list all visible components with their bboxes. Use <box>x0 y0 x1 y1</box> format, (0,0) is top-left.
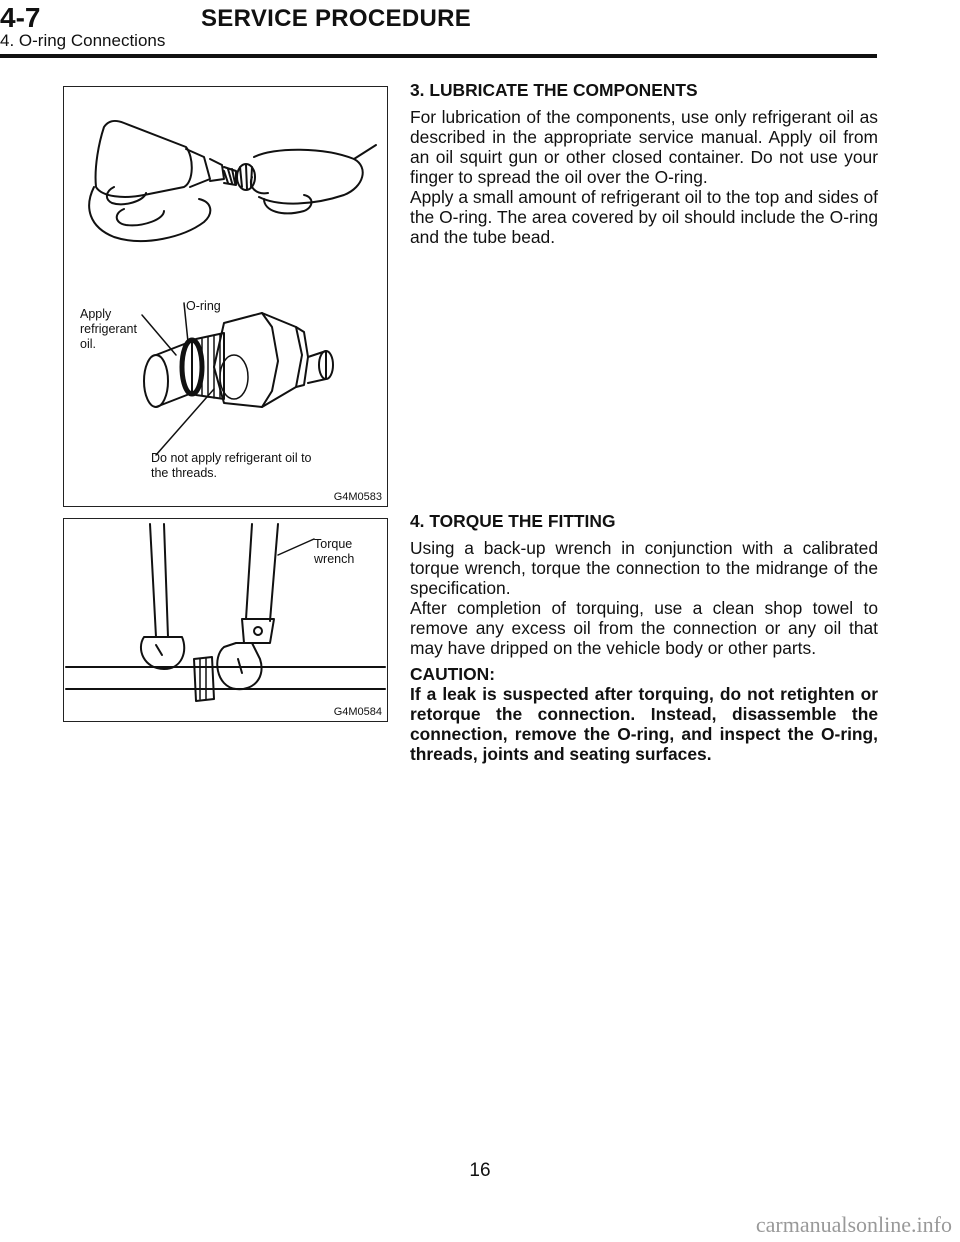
watermark: carmanualsonline.info <box>755 1212 952 1237</box>
figure-code: G4M0583 <box>333 491 382 503</box>
section-title: SERVICE PROCEDURE <box>201 5 472 32</box>
header-rule <box>0 54 877 58</box>
step-3-section <box>410 80 878 247</box>
step-4-section <box>410 511 878 764</box>
subsection-title: 4. O-ring Connections <box>0 31 166 50</box>
step-4-heading: 4. TORQUE THE FITTING <box>410 511 616 531</box>
figure-lubricate <box>63 86 388 507</box>
figure-torque <box>63 518 388 722</box>
label-apply-oil: Apply refrigerant oil. <box>80 307 137 351</box>
step-3-heading: 3. LUBRICATE THE COMPONENTS <box>410 80 698 100</box>
page-header <box>0 0 960 60</box>
caution-title: CAUTION: <box>410 664 496 684</box>
figure-code: G4M0584 <box>333 706 382 718</box>
label-no-threads: Do not apply refrigerant oil to the threads. <box>151 451 312 480</box>
step-3-paragraph-1: For lubrication of the components, use only refrigerant oil as described in the appropriate service manual. Apply oil from an oil squirt gun or other closed container. Do not use your finger to spread the oil over the O-ring. <box>410 107 878 187</box>
step-3-paragraph-2: Apply a small amount of refrigerant oil to the top and sides of the O-ring. The area covered by oil should include the O-ring and the tube bead. <box>410 187 878 247</box>
section-number: 4-7 <box>0 2 41 33</box>
step-4-paragraph-1: Using a back-up wrench in conjunction with a calibrated torque wrench, torque the connection to the midrange of the specification. <box>410 538 878 598</box>
label-torque-wrench: Torque wrench <box>314 537 355 566</box>
caution-text: If a leak is suspected after torquing, do not retighten or retorque the connection. Instead, disassemble the connection, remove the O-ring, and inspect the O-ring, threads, joints and seating surfaces. <box>410 684 878 764</box>
label-o-ring: O-ring <box>186 299 221 313</box>
step-4-paragraph-2: After completion of torquing, use a clean shop towel to remove any excess oil from the connection or any oil that may have dripped on the vehicle body or other parts. <box>410 598 878 658</box>
page-number: 16 <box>469 1160 491 1181</box>
illustration-oil-application <box>64 87 387 506</box>
